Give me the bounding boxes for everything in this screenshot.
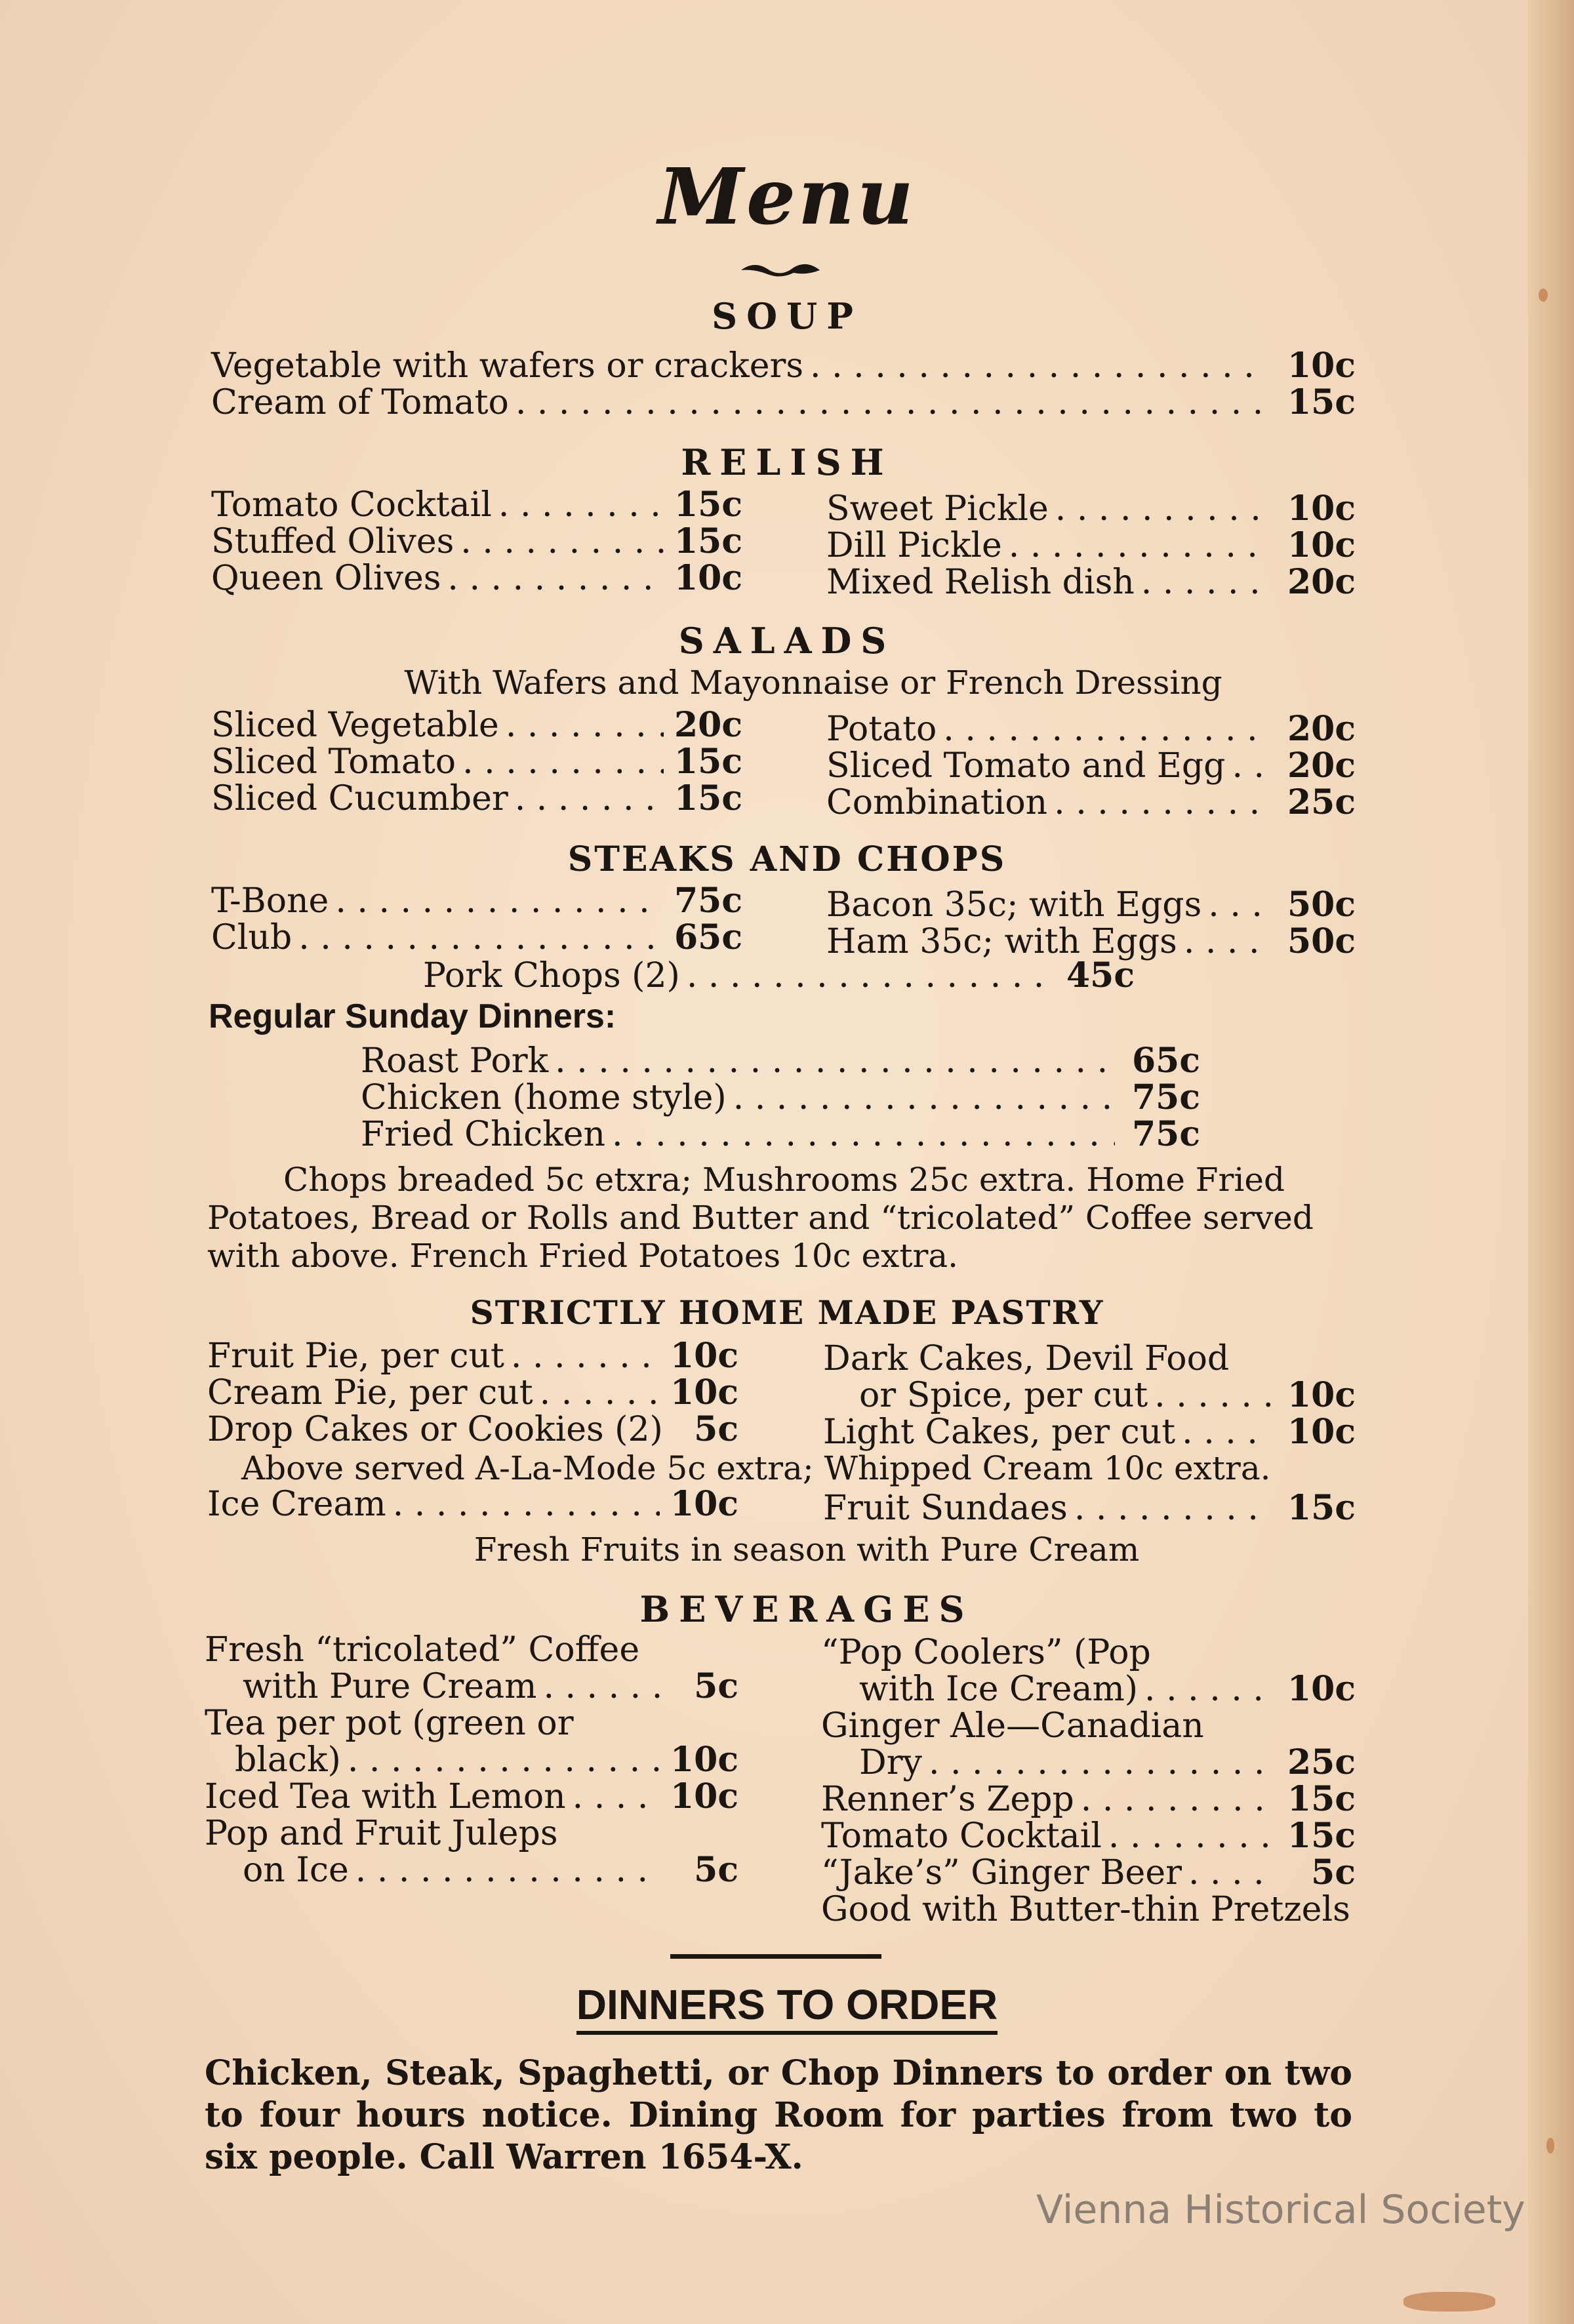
pretzels-note: Good with Butter-thin Pretzels: [821, 1890, 1350, 1929]
item-name: Mixed Relish dish: [826, 563, 1135, 602]
item-price: 20c: [1287, 746, 1356, 786]
item-price: 15c: [674, 485, 742, 525]
menu-item: [211, 560, 742, 597]
item-price: 50c: [1287, 885, 1356, 925]
item-price: 10c: [1287, 489, 1356, 529]
stain: [1546, 2138, 1554, 2154]
salads-subtitle: With Wafers and Mayonnaise or French Dressing: [404, 664, 1222, 702]
item-price: 10c: [670, 1740, 738, 1780]
item-name: “Jake’s” Ginger Beer: [821, 1853, 1182, 1893]
item-name: with Ice Cream): [859, 1670, 1139, 1709]
dinners-text: Chicken, Steak, Spaghetti, or Chop Dinners to order on two to four hours notice. Dining Room for parties from two to six people. Call Warren 1654-X.: [205, 2053, 1352, 2177]
menu-title: Menu: [658, 151, 916, 242]
menu-item: [859, 1671, 1356, 1708]
pastry-heading: STRICTLY HOME MADE PASTRY: [470, 1293, 1104, 1332]
page-edge: [1528, 0, 1574, 2324]
salads-heading: SALADS: [678, 620, 896, 662]
menu-item: [235, 1742, 738, 1778]
menu-item: [859, 1744, 1356, 1781]
menu-item: [361, 1079, 1200, 1116]
menu-item: [211, 919, 742, 956]
item-price: 15c: [1287, 382, 1356, 422]
item-name: T-Bone: [211, 881, 329, 921]
item-price: 15c: [674, 778, 742, 818]
ornament-icon: [735, 257, 826, 283]
watermark: Vienna Historical Society: [1036, 2187, 1525, 2233]
item-price: 75c: [1131, 1077, 1200, 1117]
menu-item: [211, 707, 742, 744]
item-price: 15c: [1287, 1488, 1356, 1528]
menu-item-line: “Pop Coolers” (Pop: [821, 1633, 1151, 1672]
menu-item-line: Dark Cakes, Devil Food: [823, 1339, 1230, 1378]
menu-item-line: Pop and Fruit Juleps: [205, 1814, 558, 1853]
menu-item: [211, 744, 742, 780]
item-name: Sliced Vegetable: [211, 706, 499, 745]
item-price: 65c: [1131, 1041, 1200, 1081]
item-name: Renner’s Zepp: [821, 1780, 1074, 1819]
item-price: 25c: [1287, 782, 1356, 822]
item-name: Fruit Pie, per cut: [207, 1336, 504, 1376]
menu-item: [211, 348, 1356, 384]
item-price: 45c: [1066, 955, 1135, 995]
menu-item: [823, 1490, 1356, 1527]
item-name: Combination: [826, 783, 1048, 822]
item-name: Sweet Pickle: [826, 489, 1049, 529]
menu-item: [826, 491, 1356, 527]
menu-item: [361, 1043, 1200, 1079]
item-name: Dry: [859, 1743, 922, 1782]
item-price: 20c: [1287, 709, 1356, 749]
stain: [1403, 2292, 1495, 2312]
menu-item: [211, 780, 742, 817]
steaks-note: with above. French Fried Potatoes 10c extra.: [207, 1237, 959, 1275]
item-name: Ham 35c; with Eggs: [826, 922, 1177, 961]
item-price: 25c: [1287, 1742, 1356, 1782]
item-name: Tomato Cocktail: [211, 485, 492, 525]
menu-item: [826, 784, 1356, 821]
menu-item-line: Tea per pot (green or: [205, 1704, 574, 1743]
item-price: 10c: [670, 1336, 738, 1376]
steaks-heading: STEAKS AND CHOPS: [567, 839, 1007, 879]
item-name: Ice Cream: [207, 1485, 386, 1524]
item-price: 20c: [674, 705, 742, 745]
menu-item: [211, 883, 742, 919]
item-name: Club: [211, 918, 293, 957]
menu-item: [211, 384, 1356, 421]
item-name: Fried Chicken: [361, 1115, 605, 1154]
item-name: on Ice: [243, 1851, 349, 1890]
item-name: Vegetable with wafers or crackers: [211, 346, 804, 386]
beverages-heading: BEVERAGES: [639, 1588, 974, 1630]
menu-item-line: Fresh “tricolated” Coffee: [205, 1630, 640, 1670]
dinners-heading-text: DINNERS TO ORDER: [576, 1981, 998, 2035]
item-price: 10c: [674, 558, 742, 598]
item-name: Tomato Cocktail: [821, 1816, 1102, 1856]
item-name: with Pure Cream: [243, 1667, 537, 1706]
item-price: 5c: [694, 1850, 738, 1890]
alamode-note: Above served A-La-Mode 5c extra; Whipped Cream 10c extra.: [241, 1449, 1271, 1487]
item-price: 5c: [694, 1666, 738, 1706]
menu-item: [826, 923, 1356, 960]
item-price: 10c: [1287, 1669, 1356, 1709]
menu-item: [821, 1818, 1356, 1854]
menu-item: [823, 1414, 1356, 1451]
menu-item: [423, 957, 1135, 994]
menu-item: [821, 1781, 1356, 1818]
item-name: Sliced Cucumber: [211, 779, 508, 818]
menu-item: [205, 1778, 738, 1815]
menu-item: [211, 487, 742, 523]
item-name: or Spice, per cut: [859, 1376, 1148, 1415]
item-name: Fruit Sundaes: [823, 1489, 1068, 1528]
item-name: Sliced Tomato: [211, 742, 456, 782]
item-price: 10c: [670, 1372, 738, 1412]
item-price: 5c: [1311, 1853, 1356, 1893]
menu-item: [826, 711, 1356, 748]
item-name: Queen Olives: [211, 559, 441, 598]
menu-item: [859, 1377, 1356, 1414]
dinners-heading: [0, 1980, 1574, 2029]
item-price: 15c: [674, 742, 742, 782]
item-price: 75c: [674, 881, 742, 921]
soup-heading: SOUP: [712, 295, 862, 337]
item-price: 10c: [670, 1484, 738, 1524]
item-name: Cream of Tomato: [211, 383, 509, 422]
item-name: Drop Cakes or Cookies (2): [207, 1410, 663, 1449]
menu-item: [211, 523, 742, 560]
item-name: Iced Tea with Lemon: [205, 1777, 566, 1816]
menu-item: [207, 1486, 738, 1523]
item-price: 10c: [1287, 1375, 1356, 1415]
item-price: 15c: [674, 521, 742, 561]
item-price: 10c: [1287, 525, 1356, 565]
menu-item: [207, 1411, 738, 1448]
item-price: 15c: [1287, 1816, 1356, 1856]
fresh-fruits-note: Fresh Fruits in season with Pure Cream: [474, 1531, 1140, 1569]
item-name: Dill Pickle: [826, 526, 1002, 565]
menu-item: [826, 564, 1356, 601]
item-price: 75c: [1131, 1114, 1200, 1154]
item-price: 50c: [1287, 921, 1356, 961]
menu-item: [826, 527, 1356, 564]
item-price: 65c: [674, 917, 742, 957]
menu-item-line: Ginger Ale—Canadian: [821, 1706, 1204, 1746]
divider: [670, 1954, 881, 1959]
menu-item: [243, 1852, 738, 1889]
menu-item: [821, 1854, 1356, 1891]
item-name: Potato: [826, 710, 937, 749]
menu-item: [207, 1338, 738, 1374]
menu-item: [207, 1374, 738, 1411]
item-price: 10c: [1287, 346, 1356, 386]
item-name: Sliced Tomato and Egg: [826, 746, 1226, 786]
item-price: 10c: [1287, 1412, 1356, 1452]
relish-heading: RELISH: [681, 441, 893, 483]
item-name: Roast Pork: [361, 1041, 549, 1081]
item-name: Bacon 35c; with Eggs: [826, 885, 1202, 925]
item-name: Stuffed Olives: [211, 522, 454, 561]
menu-item: [243, 1668, 738, 1705]
item-name: black): [235, 1740, 341, 1780]
item-price: 5c: [694, 1409, 738, 1449]
item-price: 10c: [670, 1776, 738, 1816]
steaks-note: Potatoes, Bread or Rolls and Butter and “tricolated” Coffee served: [207, 1199, 1314, 1237]
item-name: Pork Chops (2): [423, 956, 680, 995]
item-name: Chicken (home style): [361, 1078, 727, 1117]
menu-item: [361, 1116, 1200, 1153]
item-price: 15c: [1287, 1779, 1356, 1819]
menu-item: [826, 748, 1356, 784]
item-name: Light Cakes, per cut: [823, 1412, 1176, 1452]
item-price: 20c: [1287, 562, 1356, 602]
sunday-label: Regular Sunday Dinners:: [209, 997, 616, 1035]
menu-item: [826, 887, 1356, 923]
steaks-note: Chops breaded 5c etxra; Mushrooms 25c extra. Home Fried: [283, 1161, 1285, 1199]
item-name: Cream Pie, per cut: [207, 1373, 533, 1412]
